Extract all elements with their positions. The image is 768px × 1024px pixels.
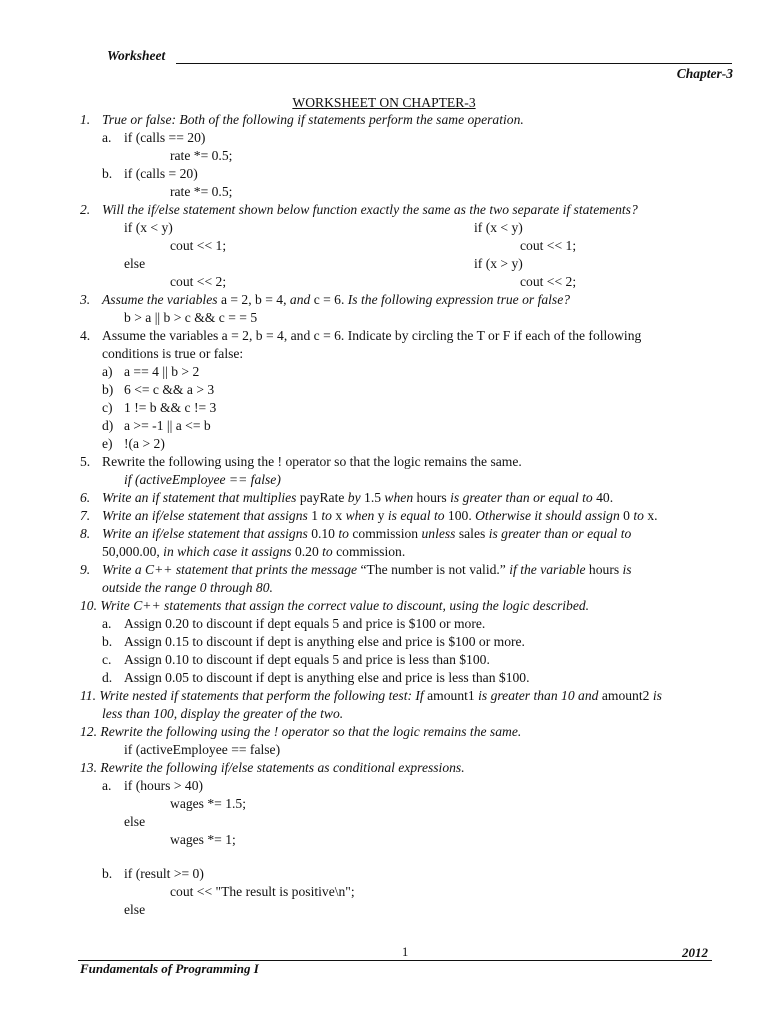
text-line: d. bbox=[102, 670, 113, 685]
text-line: 4. bbox=[80, 328, 91, 343]
text-line: 1 != b && c != 3 bbox=[124, 400, 217, 415]
text-line: Assume the variables a = 2, b = 4, and c = 6. Indicate by circling the T or F if each of the following bbox=[102, 328, 642, 343]
text-line: 9. bbox=[80, 562, 91, 577]
text-line: c) bbox=[102, 400, 113, 415]
text-run: commission bbox=[352, 526, 422, 541]
text-line: rate *= 0.5; bbox=[170, 184, 233, 199]
text-line: cout << 1; bbox=[520, 238, 577, 253]
text-line: less than 100, display the greater of the two. bbox=[102, 706, 344, 721]
text-line: outside the range 0 through 80. bbox=[102, 580, 273, 595]
text-line bbox=[102, 543, 405, 561]
text-run: 0.20 bbox=[294, 544, 323, 559]
text-line bbox=[80, 687, 662, 705]
text-line: 6. bbox=[80, 490, 91, 505]
text-line: !(a > 2) bbox=[124, 436, 165, 451]
text-run: 11. Write nested if statements that perform the following test: If bbox=[80, 688, 428, 703]
text-line: a) bbox=[102, 364, 113, 379]
text-line: Assign 0.20 to discount if dept equals 5 and price is $100 or more. bbox=[124, 616, 486, 631]
header-rule bbox=[176, 63, 732, 64]
text-run: x bbox=[335, 508, 346, 523]
text-line: else bbox=[124, 814, 146, 829]
text-run: when bbox=[345, 508, 378, 523]
text-line bbox=[102, 291, 570, 309]
text-line: cout << 1; bbox=[170, 238, 227, 253]
text-run: to bbox=[321, 508, 336, 523]
text-run: Is the following expression true or false? bbox=[347, 292, 571, 307]
text-line: e) bbox=[102, 436, 113, 451]
text-run: 0.10 bbox=[311, 526, 339, 541]
footer-course: Fundamentals of Programming I bbox=[80, 961, 259, 976]
text-line: 7. bbox=[80, 508, 91, 523]
text-line: Assign 0.05 to discount if dept is anything else and price is less than $100. bbox=[124, 670, 530, 685]
text-run: is equal to bbox=[387, 508, 448, 523]
text-run: y bbox=[377, 508, 388, 523]
text-line: d) bbox=[102, 418, 114, 433]
text-line: 3. bbox=[80, 292, 91, 307]
text-run: to bbox=[633, 508, 648, 523]
text-run: 50,000.00, bbox=[102, 544, 164, 559]
text-line: cout << "The result is positive\n"; bbox=[170, 884, 355, 899]
text-line: b > a || b > c && c = = 5 bbox=[124, 310, 258, 325]
text-line: a == 4 || b > 2 bbox=[124, 364, 200, 379]
text-run: Otherwise it should assign bbox=[475, 508, 624, 523]
text-run: sales bbox=[458, 526, 489, 541]
text-run: is greater than or equal to bbox=[450, 490, 597, 505]
text-run: by bbox=[347, 490, 365, 505]
text-line bbox=[102, 489, 613, 507]
text-line: Will the if/else statement shown below function exactly the same as the two separate if statements? bbox=[102, 202, 638, 217]
page-title: WORKSHEET ON CHAPTER-3 bbox=[292, 95, 476, 110]
text-line: a. bbox=[102, 778, 112, 793]
text-run: to bbox=[338, 526, 353, 541]
text-line: if (result >= 0) bbox=[124, 866, 204, 881]
text-run: is bbox=[652, 688, 662, 703]
text-line: 8. bbox=[80, 526, 91, 541]
text-line: b. bbox=[102, 166, 113, 181]
text-line: cout << 2; bbox=[170, 274, 227, 289]
text-run: is greater than 10 and bbox=[478, 688, 602, 703]
text-line: 10. Write C++ statements that assign the correct value to discount, using the logic described. bbox=[80, 598, 590, 613]
text-line: Assign 0.10 to discount if dept equals 5 and price is less than $100. bbox=[124, 652, 490, 667]
text-run: Write an if statement that multiplies bbox=[102, 490, 300, 505]
text-run: a = 2, b = 4, bbox=[220, 292, 290, 307]
text-line: c. bbox=[102, 652, 112, 667]
text-run: hours bbox=[588, 562, 623, 577]
text-line: 12. Rewrite the following using the ! operator so that the logic remains the same. bbox=[80, 724, 522, 739]
text-line: b. bbox=[102, 866, 113, 881]
text-run: Write an if/else statement that assigns bbox=[102, 508, 312, 523]
text-run: “The number is not valid.” bbox=[360, 562, 510, 577]
text-run: c = 6. bbox=[313, 292, 348, 307]
text-line: 1. bbox=[80, 112, 91, 127]
text-line: conditions is true or false: bbox=[102, 346, 244, 361]
text-line: rate *= 0.5; bbox=[170, 148, 233, 163]
page-number: 1 bbox=[402, 945, 409, 959]
text-line: if (activeEmployee == false) bbox=[124, 742, 281, 757]
text-run: to bbox=[322, 544, 337, 559]
text-run: amount2 bbox=[601, 688, 653, 703]
text-run: and bbox=[289, 292, 314, 307]
text-line: if (x > y) bbox=[474, 256, 523, 271]
text-run: hours bbox=[416, 490, 451, 505]
text-line: if (hours > 40) bbox=[124, 778, 204, 793]
text-line: a. bbox=[102, 130, 112, 145]
text-line: 2. bbox=[80, 202, 91, 217]
text-run: amount1 bbox=[427, 688, 479, 703]
text-line: if (x < y) bbox=[124, 220, 173, 235]
text-line: 13. Rewrite the following if/else statements as conditional expressions. bbox=[80, 760, 465, 775]
text-run: 1 bbox=[311, 508, 322, 523]
header-label: Worksheet bbox=[107, 48, 166, 63]
text-run: payRate bbox=[299, 490, 348, 505]
text-line: True or false: Both of the following if statements perform the same operation. bbox=[102, 112, 524, 127]
text-line bbox=[102, 507, 658, 525]
text-run: 100. bbox=[447, 508, 476, 523]
text-run: commission. bbox=[336, 544, 406, 559]
text-line: b) bbox=[102, 382, 114, 397]
text-run: unless bbox=[421, 526, 459, 541]
text-line: 5. bbox=[80, 454, 91, 469]
text-line: else bbox=[124, 256, 146, 271]
text-line: if (activeEmployee == false) bbox=[124, 472, 281, 487]
footer-year: 2012 bbox=[682, 945, 708, 960]
text-line: Assign 0.15 to discount if dept is anything else and price is $100 or more. bbox=[124, 634, 525, 649]
text-line: wages *= 1; bbox=[170, 832, 236, 847]
text-run: is greater than or equal to bbox=[488, 526, 632, 541]
text-line: else bbox=[124, 902, 146, 917]
text-run: 40. bbox=[596, 490, 614, 505]
text-run: Assume the variables bbox=[102, 292, 221, 307]
text-line: a >= -1 || a <= b bbox=[124, 418, 211, 433]
text-run: if the variable bbox=[509, 562, 589, 577]
text-line: wages *= 1.5; bbox=[170, 796, 247, 811]
text-run: Write a C++ statement that prints the message bbox=[102, 562, 361, 577]
text-run: in which case it assigns bbox=[163, 544, 295, 559]
text-line: a. bbox=[102, 616, 112, 631]
text-line: if (x < y) bbox=[474, 220, 523, 235]
text-line bbox=[102, 525, 631, 543]
text-run: is bbox=[622, 562, 632, 577]
text-line: cout << 2; bbox=[520, 274, 577, 289]
text-line: b. bbox=[102, 634, 113, 649]
chapter-label: Chapter-3 bbox=[676, 66, 733, 81]
text-run: 1.5 bbox=[364, 490, 385, 505]
text-line: if (calls == 20) bbox=[124, 130, 206, 145]
text-run: when bbox=[384, 490, 417, 505]
text-line: Rewrite the following using the ! operator so that the logic remains the same. bbox=[102, 454, 522, 469]
text-line: if (calls = 20) bbox=[124, 166, 198, 181]
text-run: x. bbox=[647, 508, 658, 523]
text-line bbox=[102, 561, 632, 579]
text-run: 0 bbox=[623, 508, 634, 523]
text-run: Write an if/else statement that assigns bbox=[102, 526, 312, 541]
text-line: 6 <= c && a > 3 bbox=[124, 382, 215, 397]
